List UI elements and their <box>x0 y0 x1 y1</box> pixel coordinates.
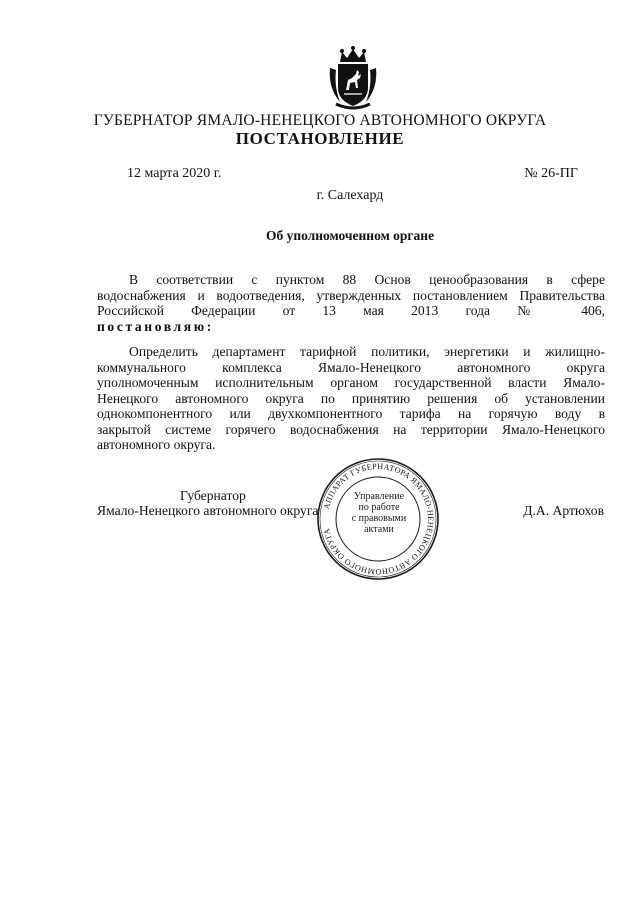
operative-line: однокомпонентного или двухкомпонентного тарифа на горячую воду в <box>97 406 605 421</box>
stamp-center-line: актами <box>364 524 394 535</box>
operative-line: Ненецкого автономного округа по принятию решения об установлении <box>97 390 605 406</box>
stamp-ring-text: АППАРАТ ГУБЕРНАТОРА ЯМАЛО-НЕНЕЦКОГО АВТОНОМНОГО ОКРУГА <box>321 461 436 577</box>
stamp-center-line: Управление <box>353 491 405 502</box>
operative-line: Определить департамент тарифной политики, энергетики и жилищно- <box>129 344 605 359</box>
document-city: г. Салехард <box>316 188 384 203</box>
operative-line: коммунального комплекса Ямало-Ненецкого автономного округа <box>97 359 605 375</box>
signatory-region: Ямало-Ненецкого автономного округа <box>97 503 319 518</box>
document-number: № 26-ПГ <box>524 166 578 181</box>
stamp-center-line: с правовыми <box>351 513 407 524</box>
document-date: 12 марта 2020 г. <box>127 166 222 181</box>
stamp-center-text <box>334 491 424 535</box>
preamble-line: Российской Федерации от 13 мая 2013 года № 406, <box>97 303 605 318</box>
signatory-title: Губернатор <box>180 488 246 503</box>
preamble-line: водоснабжения и водоотведения, утвержденных постановлением Правительства <box>97 287 605 303</box>
operative-paragraph <box>97 344 605 453</box>
operative-line: автономного округа. <box>97 437 216 452</box>
document-type-title: ПОСТАНОВЛЕНИЕ <box>235 129 405 148</box>
coat-of-arms-emblem <box>326 44 380 112</box>
decree-word: постановляю: <box>97 318 214 334</box>
operative-line: уполномоченным исполнительным органом государственной власти Ямало- <box>97 375 605 390</box>
preamble-paragraph <box>97 272 605 334</box>
issuing-authority: ГУБЕРНАТОР ЯМАЛО-НЕНЕЦКОГО АВТОНОМНОГО ОКРУГА <box>93 112 547 129</box>
operative-line: закрытой системе горячего водоснабжения на территории Ямало-Ненецкого <box>97 421 605 437</box>
preamble-line: В соответствии с пунктом 88 Основ ценообразования в сфере <box>129 272 605 287</box>
signatory-name: Д.А. Артюхов <box>523 503 604 518</box>
document-subject: Об уполномоченном органе <box>265 228 435 243</box>
stamp-center-line: по работе <box>358 502 400 513</box>
